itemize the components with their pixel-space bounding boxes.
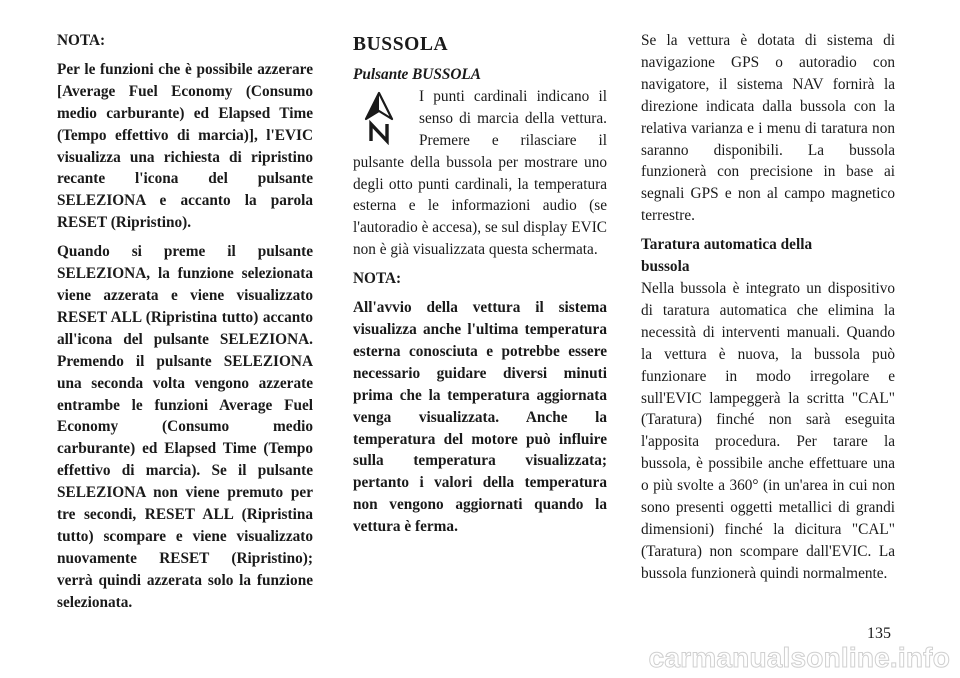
page-number: 135 <box>867 625 891 642</box>
compass-button-subheading: Pulsante BUSSOLA <box>353 66 481 83</box>
column-right <box>641 30 895 585</box>
temperature-note-paragraph: All'avvio della vettura il sistema visualizza anche l'ultima temperatura esterna conosciuta e potrebbe essere necessario guidare diversi minuti prima che la temperatura aggiornata venga visualizzata. Anche la temperatura del motore può influire sulla temperatura visualizzata; pertanto i valori della temperatura non vengono aggiornati quando la vettura è ferma. <box>353 299 607 536</box>
reset-intro-paragraph: Per le funzioni che è possibile azzerare [Average Fuel Economy (Consumo medio carburante) ed Elapsed Time (Tempo effettivo di marcia)], l'EVIC visualizza una richiesta di ripristino recante l'icona del pulsante SELEZIONA e accanto la parola RESET (Ripristino). <box>57 60 313 232</box>
column-middle <box>353 30 607 538</box>
nota-label: NOTA: <box>57 32 106 49</box>
compass-description-block <box>353 86 607 261</box>
compass-button-icon <box>353 89 405 151</box>
nota-label: NOTA: <box>353 270 402 288</box>
column-left <box>57 30 313 614</box>
watermark-logo: carmanualsonline.info <box>648 642 950 673</box>
reset-procedure-paragraph: Quando si preme il pulsante SELEZIONA, la funzione selezionata viene azzerata e viene visualizzato RESET ALL (Ripristina tutto) accanto all'icona del pulsante SELEZIONA. Premendo il pulsante SELEZIONA una seconda volta vengono azzerate entrambe le funzioni Average Fuel Economy (Consumo medio carburante) ed Elapsed Time (Tempo effettivo di marcia). Se il pulsante SELEZIONA non viene premuto per tre secondi, RESET ALL (Ripristina tutto) scompare e viene visualizzato nuovamente RESET (Ripristino); verrà quindi azzerata solo la funzione selezionata. <box>57 243 313 611</box>
auto-calibration-paragraph: Nella bussola è integrato un dispositivo di taratura automatica che elimina la necessità di interventi manuali. Quando la vettura è nuova, la bussola può funzionare in modo irregolare e sull'EVIC lampeggerà la scritta "CAL" (Taratura) finché non sarà eseguita l'apposita procedura. Per tarare la bussola, è possibile anche effettuare una o più svolte a 360° (in un'area in cui non sono presenti oggetti metallici di grandi dimensioni) finché la dicitura "CAL" (Taratura) non scompare dall'EVIC. La bussola funzionerà quindi normalmente. <box>641 279 895 582</box>
auto-calibration-subheading: Taratura automatica della bussola <box>641 236 813 276</box>
section-heading: BUSSOLA <box>353 34 449 55</box>
compass-description-paragraph: I punti cardinali indicano il senso di marcia della vettura. Premere e rilasciare il pulsante della bussola per mostrare uno degli otto punti cardinali, la temperatura esterna e le informazioni audio (se l'autoradio è accesa), se sul display EVIC non è già visualizzata questa schermata. <box>353 87 607 259</box>
navigation-paragraph: Se la vettura è dotata di sistema di navigazione GPS o autoradio con navigatore, il sistema NAV fornirà la direzione indicata dalla bussola con la relativa varianza e i menu di taratura non saranno disponibili. La bussola funzionerà con precisione in base ai segnali GPS e non al campo magnetico terrestre. <box>641 32 895 225</box>
